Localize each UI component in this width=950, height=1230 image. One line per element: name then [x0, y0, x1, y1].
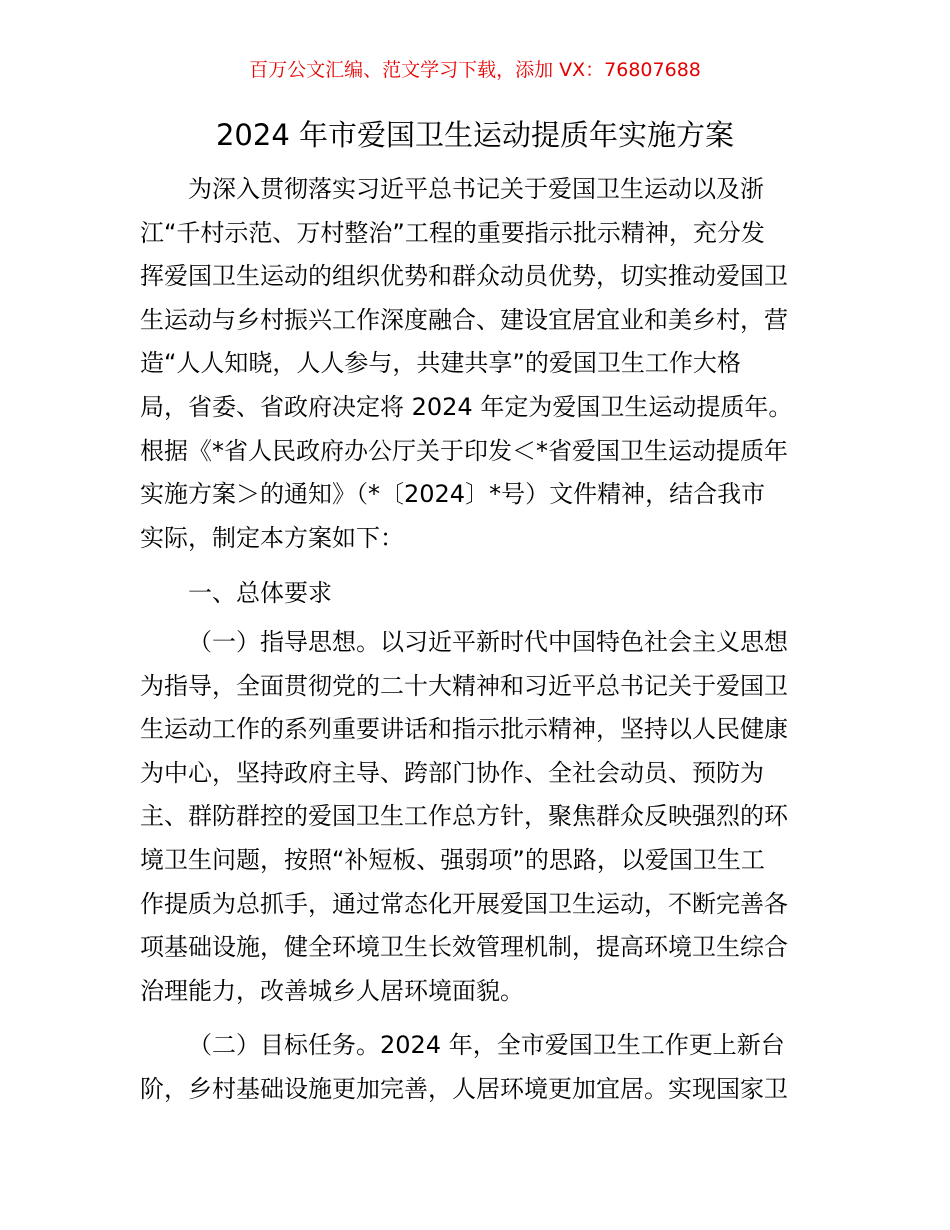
- paragraph-line: （二）目标任务。2024 年，全市爱国卫生工作更上新台: [188, 1031, 785, 1059]
- paragraph-target-tasks: [140, 1024, 812, 1111]
- section-heading: [140, 572, 812, 616]
- paragraph-line: 为深入贯彻落实习近平总书记关于爱国卫生运动以及浙: [188, 175, 764, 203]
- paragraph-line: 项基础设施，健全环境卫生长效管理机制，提高环境卫生综合: [140, 933, 788, 962]
- paragraph-line: 局，省委、省政府决定将 2024 年定为爱国卫生运动提质年。: [140, 392, 793, 421]
- paragraph-line: 治理能力，改善城乡人居环境面貌。: [140, 976, 524, 1005]
- paragraph-line: 境卫生问题，按照“补短板、强弱项”的思路，以爱国卫生工: [140, 845, 765, 874]
- paragraph-line: 为中心，坚持政府主导、跨部门协作、全社会动员、预防为: [140, 758, 764, 787]
- paragraph-line: 作提质为总抓手，通过常态化开展爱国卫生运动，不断完善各: [140, 889, 788, 918]
- paragraph-line: 实施方案＞的通知》（*〔2024〕*号）文件精神，结合我市: [140, 480, 766, 509]
- paragraph-guiding-ideology: [140, 621, 812, 1013]
- paragraph-line: 生运动工作的系列重要讲话和指示批示精神，坚持以人民健康: [140, 715, 788, 744]
- paragraph-line: 生运动与乡村振兴工作深度融合、建设宜居宜业和美乡村，营: [140, 305, 788, 334]
- paragraph-line: 造“人人知晓，人人参与，共建共享”的爱国卫生工作大格: [140, 349, 741, 378]
- paragraph-line: 江“千村示范、万村整治”工程的重要指示批示精神，充分发: [140, 218, 765, 247]
- paragraph-intro: [140, 168, 812, 560]
- paragraph-line: 挥爱国卫生运动的组织优势和群众动员优势，切实推动爱国卫: [140, 262, 788, 291]
- watermark-banner: 百万公文汇编、范文学习下载，添加 VX：76807688: [249, 59, 701, 81]
- paragraph-line: （一）指导思想。以习近平新时代中国特色社会主义思想: [188, 628, 788, 656]
- paragraph-line: 阶，乡村基础设施更加完善，人居环境更加宜居。实现国家卫: [140, 1074, 788, 1103]
- paragraph-line: 根据《*省人民政府办公厅关于印发＜*省爱国卫生运动提质年: [140, 436, 788, 465]
- section-heading-text: 一、总体要求: [188, 579, 332, 607]
- paragraph-line: 为指导，全面贯彻党的二十大精神和习近平总书记关于爱国卫: [140, 671, 788, 700]
- paragraph-line: 实际，制定本方案如下：: [140, 523, 404, 552]
- paragraph-line: 主、群防群控的爱国卫生工作总方针，聚焦群众反映强烈的环: [140, 802, 788, 831]
- document-title: 2024 年市爱国卫生运动提质年实施方案: [215, 118, 735, 152]
